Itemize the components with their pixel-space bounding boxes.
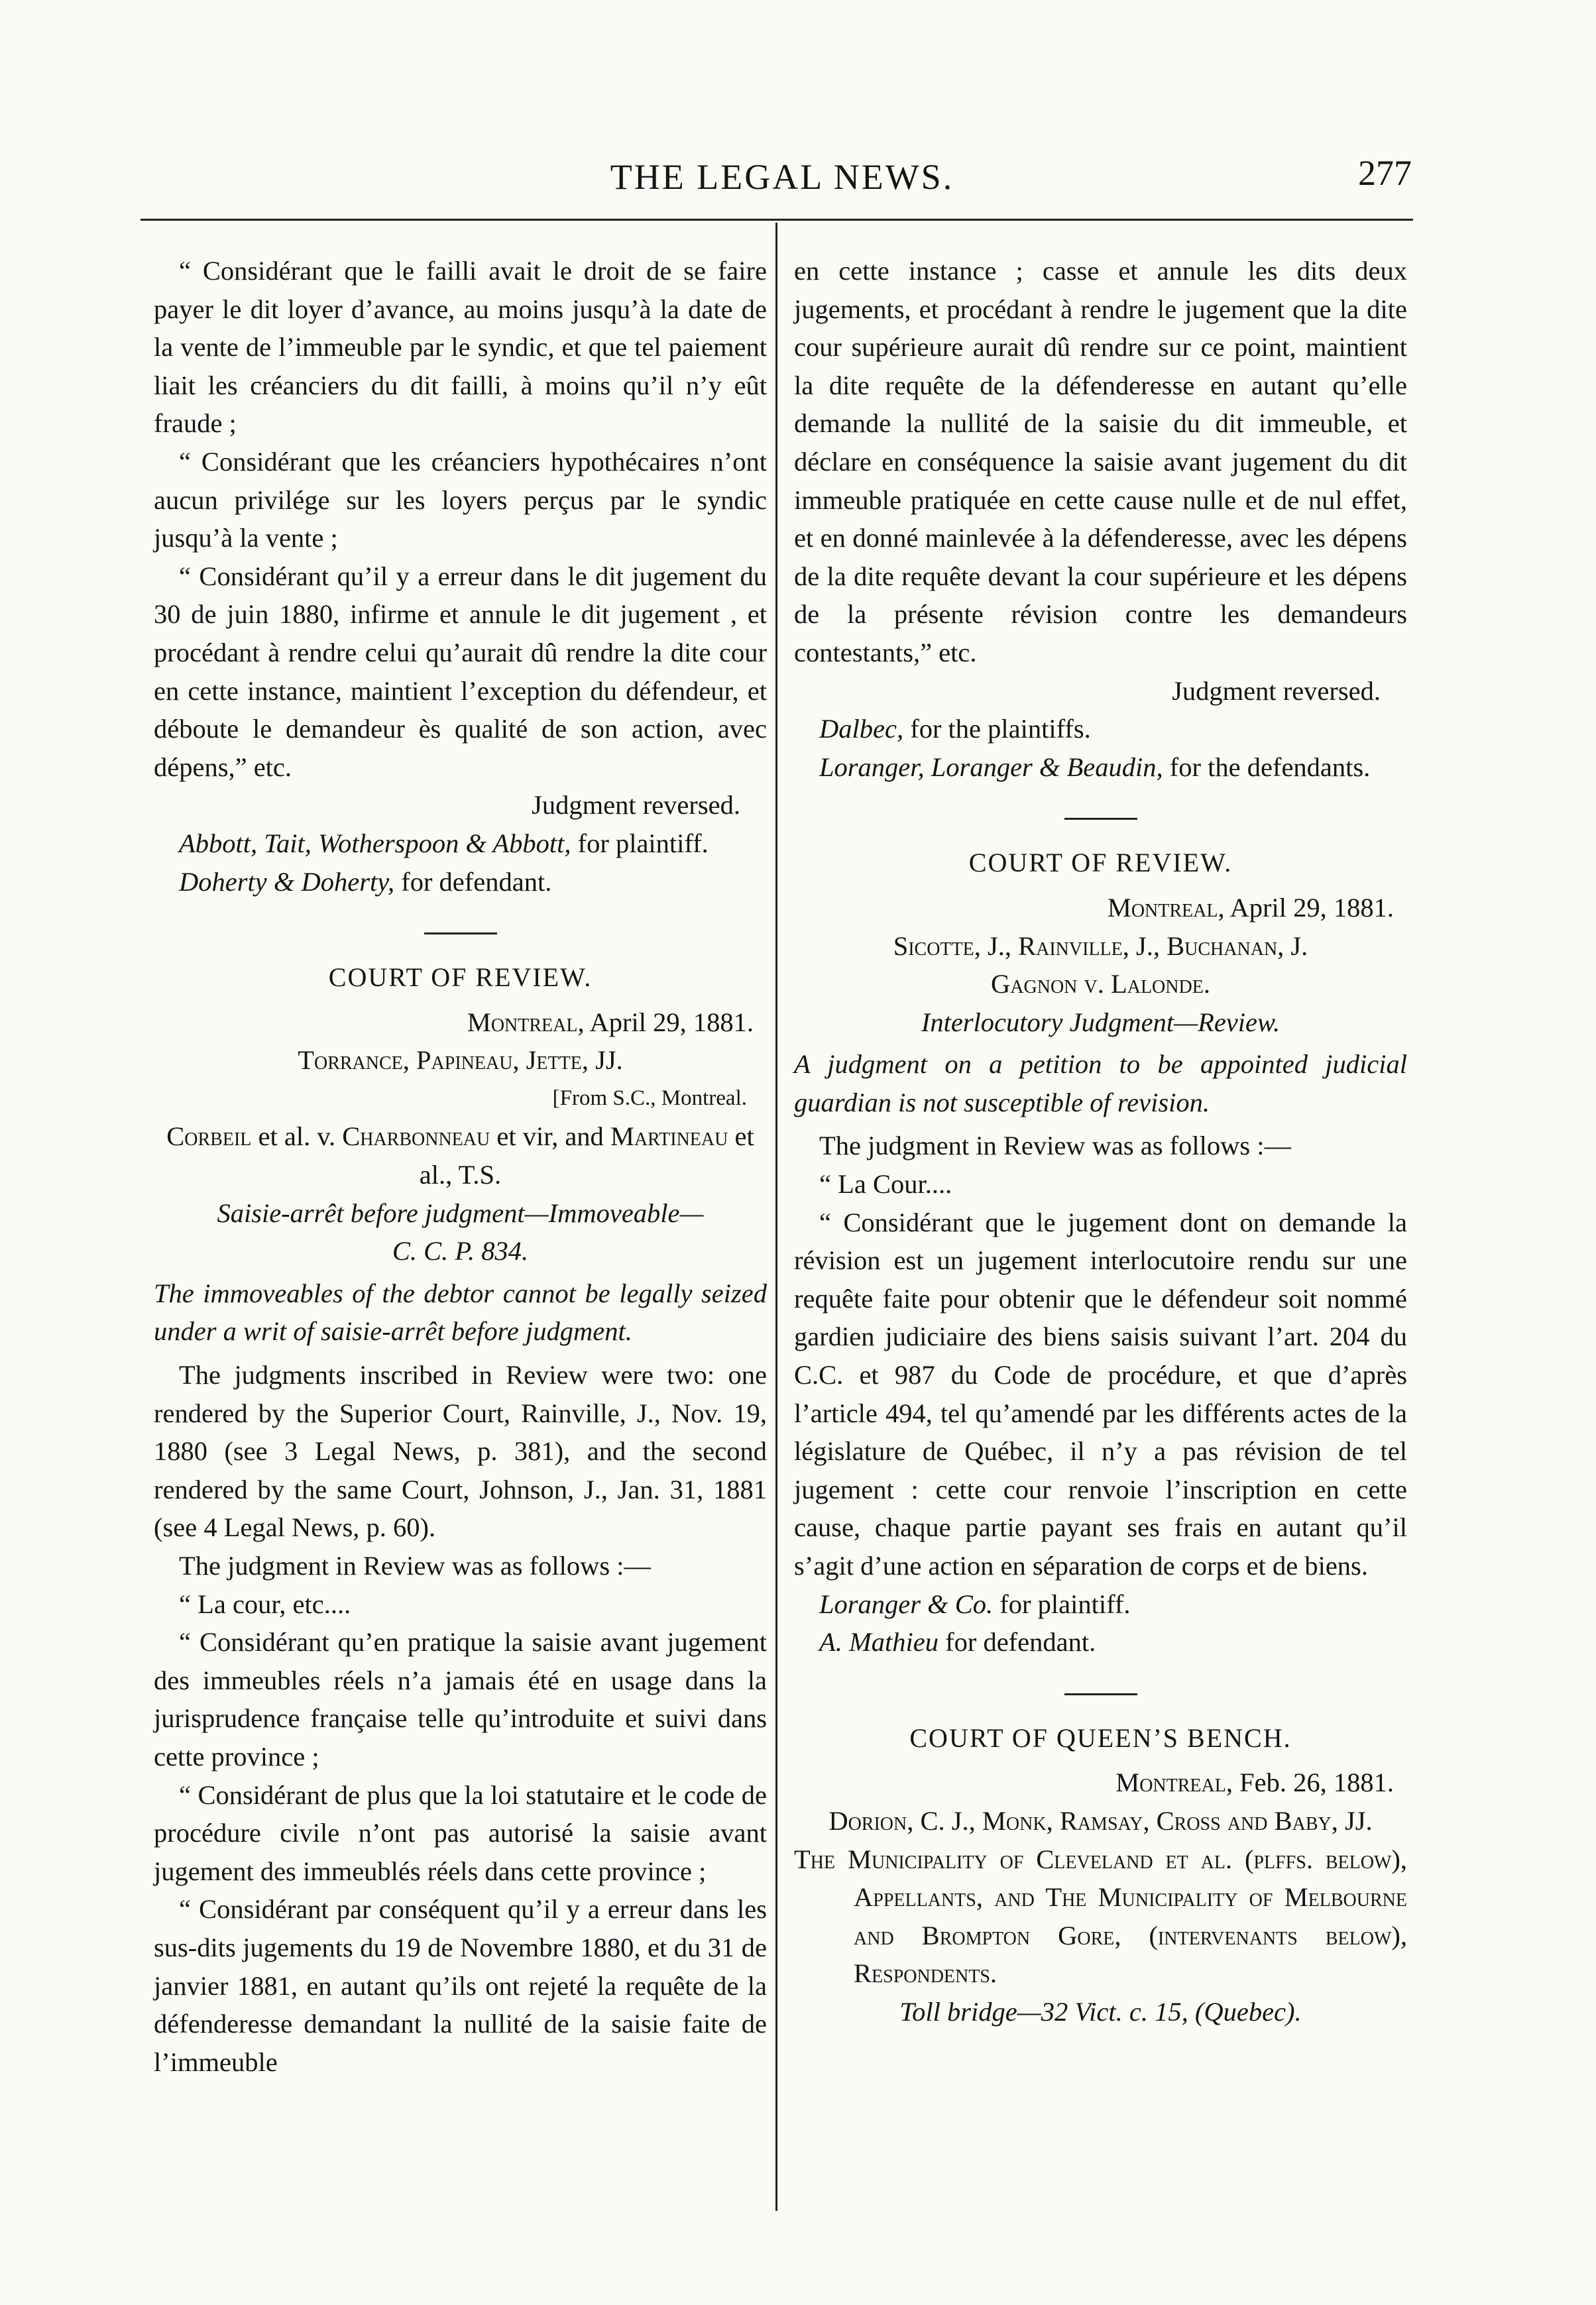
- counsel-names: A. Mathieu: [819, 1627, 939, 1658]
- date-place: Montreal,: [1107, 892, 1225, 923]
- judgment-result: Judgment reversed.: [1172, 675, 1381, 706]
- date-place: Montreal,: [1115, 1768, 1233, 1798]
- judges-line: Dorion, C. J., Monk, Ramsay, Cross and Baby, JJ.: [828, 1805, 1373, 1836]
- parties-line: Gagnon v. Lalonde.: [991, 969, 1210, 999]
- date-line: [154, 1003, 767, 1042]
- from-court-note: [From S.C., Montreal.: [552, 1086, 747, 1110]
- counsel-names: Loranger, Loranger & Beaudin,: [819, 752, 1163, 782]
- date: April 29, 1881.: [584, 1007, 754, 1037]
- left-column: [154, 252, 767, 2081]
- counsel-names: Doherty & Doherty,: [179, 866, 395, 897]
- counsel-role: for the defendants.: [1163, 752, 1371, 782]
- counsel-role: for defendant.: [394, 866, 552, 897]
- court-heading: COURT OF REVIEW.: [968, 848, 1233, 878]
- topic-heading: Interlocutory Judgment—Review.: [921, 1007, 1281, 1037]
- syllabus: The immoveables of the debtor cannot be legally seized under a writ of saisie-arrêt before judgment.: [154, 1278, 767, 1347]
- court-heading: COURT OF QUEEN’S BENCH.: [909, 1722, 1292, 1753]
- column-divider: [775, 223, 777, 2211]
- paragraph: “ Considérant que le jugement dont on demande la révision est un jugement interlocutoire rendu sur une requête faite pour obtenir que le défendeur soit nommé gardien judiciaire des biens saisis suivant l’art. 204 du C.C. et 987 du Code de procédure, et que d’après l’article 494, tel qu’amendé par les différents actes de la législature de Québec, il n’y a pas révision de tel jugement : cette cour renvoie l’inscription en cette cause, chaque partie payant ses frais en autant qu’il s’agit d’une action en séparation de corps et de biens.: [794, 1207, 1407, 1581]
- paragraph: “ Considérant de plus que la loi statutaire et le code de procédure civile n’ont pas autorisé la saisie avant jugement des immeublés réels dans cette province ;: [154, 1779, 767, 1886]
- page-number: 277: [1358, 153, 1412, 193]
- parties-line: The Municipality of Cleveland et al. (plffs. below), Appellants, and The Municipality of Melbourne and Brompton Gore, (intervenants below), Respondents.: [794, 1844, 1407, 1989]
- paragraph: “ Considérant que les créanciers hypothécaires n’ont aucun privilége sur les loyers perçus par le syndic jusqu’à la vente ;: [154, 446, 767, 553]
- paragraph: “ Considérant qu’en pratique la saisie avant jugement des immeubles réels n’a jamais été en usage dans la jurisprudence française telle qu’introduite et suivi dans cette province ;: [154, 1627, 767, 1771]
- parties-line: [154, 1117, 767, 1194]
- court-heading: COURT OF REVIEW.: [328, 962, 593, 993]
- paragraph: “ Considérant par conséquent qu’il y a erreur dans les sus-dits jugements du 19 de Novembre 1880, et du 31 de janvier 1881, en autant qu’ils ont rejeté la requête de la défenderesse demandant la nullité de la saisie faite de l’immeuble: [154, 1894, 767, 2077]
- page-header: [139, 153, 1425, 209]
- header-rule: [141, 219, 1413, 221]
- paragraph: “ La cour, etc....: [179, 1589, 351, 1619]
- paragraph: “ Considérant qu’il y a erreur dans le dit jugement du 30 de juin 1880, infirme et annule le dit jugement , et procédant à rendre celui qu’aurait dû rendre la dite cour en cette instance, maintient l’exception du défendeur, et déboute le demandeur ès qualité de son action, avec dépens,” etc.: [154, 561, 767, 782]
- paragraph: “ La Cour....: [819, 1169, 952, 1200]
- counsel-line: [154, 824, 767, 863]
- topic-heading: Saisie-arrêt before judgment—Immoveable—: [217, 1198, 704, 1228]
- judges-line: Sicotte, J., Rainville, J., Buchanan, J.: [893, 930, 1308, 961]
- counsel-role: for the plaintiffs.: [903, 714, 1091, 744]
- section-separator: [1064, 1693, 1137, 1695]
- topic-heading: C. C. P. 834.: [392, 1236, 529, 1266]
- running-title: THE LEGAL NEWS.: [610, 157, 954, 197]
- judges-line: Torrance, Papineau, Jette, JJ.: [298, 1045, 623, 1076]
- paragraph: The judgments inscribed in Review were two: one rendered by the Superior Court, Rainville, J., Nov. 19, 1880 (see 3 Legal News, p. 381), and the second rendered by the same Court, Johnson, J., Jan. 31, 1881 (see 4 Legal News, p. 60).: [154, 1360, 767, 1543]
- topic-heading: Toll bridge—32 Vict. c. 15, (Quebec).: [899, 1996, 1302, 2027]
- party-name: Corbeil: [166, 1121, 252, 1152]
- judgment-result: Judgment reversed.: [532, 790, 740, 820]
- party-name: Charbonneau: [342, 1121, 490, 1152]
- counsel-role: for plaintiff.: [571, 828, 709, 858]
- syllabus: A judgment on a petition to be appointed judicial guardian is not susceptible of revision.: [794, 1049, 1407, 1117]
- counsel-role: for defendant.: [938, 1627, 1096, 1658]
- counsel-role: for plaintiff.: [993, 1589, 1131, 1619]
- paragraph: The judgment in Review was as follows :—: [819, 1131, 1292, 1161]
- counsel-line: [794, 710, 1407, 748]
- counsel-line: [794, 748, 1407, 787]
- date-line: [794, 1764, 1407, 1802]
- counsel-names: Abbott, Tait, Wotherspoon & Abbott,: [179, 828, 571, 858]
- paragraph: en cette instance ; casse et annule les dits deux jugements, et procédant à rendre le jugement que la dite cour supérieure aurait dû rendre sur ce point, maintient la dite requête de la défenderesse en autant qu’elle demande la nullité de la saisie du dit immeuble, et déclare en conséquence la saisie avant jugement du dit immeuble pratiquée en cette cause nulle et de nul effet, et en donné mainlevée à la défenderesse, avec les dépens de la dite requête devant la cour supérieure et les dépens de la présente révision contre les demandeurs contestants,” etc.: [794, 256, 1407, 667]
- right-column: [794, 252, 1407, 2031]
- paragraph: “ Considérant que le failli avait le droit de se faire payer le dit loyer d’avance, au moins jusqu’à la date de la vente de l’immeuble par le syndic, et que tel paiement liait les créanciers du dit failli, à moins qu’il n’y eût fraude ;: [154, 256, 767, 439]
- parties-text: et al., T.S.: [419, 1121, 754, 1190]
- counsel-line: [794, 1585, 1407, 1624]
- counsel-names: Dalbec,: [819, 714, 904, 744]
- party-name: Martineau: [610, 1121, 728, 1152]
- counsel-names: Loranger & Co.: [819, 1589, 994, 1619]
- section-separator: [1064, 818, 1137, 820]
- parties-text: et vir, and: [490, 1121, 610, 1152]
- paragraph: The judgment in Review was as follows :—: [179, 1551, 652, 1581]
- date: April 29, 1881.: [1224, 892, 1394, 923]
- counsel-line: [794, 1623, 1407, 1661]
- date: Feb. 26, 1881.: [1233, 1768, 1394, 1798]
- date-place: Montreal,: [467, 1007, 585, 1037]
- parties-text: et al. v.: [251, 1121, 343, 1152]
- counsel-line: [154, 863, 767, 901]
- date-line: [794, 889, 1407, 927]
- section-separator: [424, 932, 497, 934]
